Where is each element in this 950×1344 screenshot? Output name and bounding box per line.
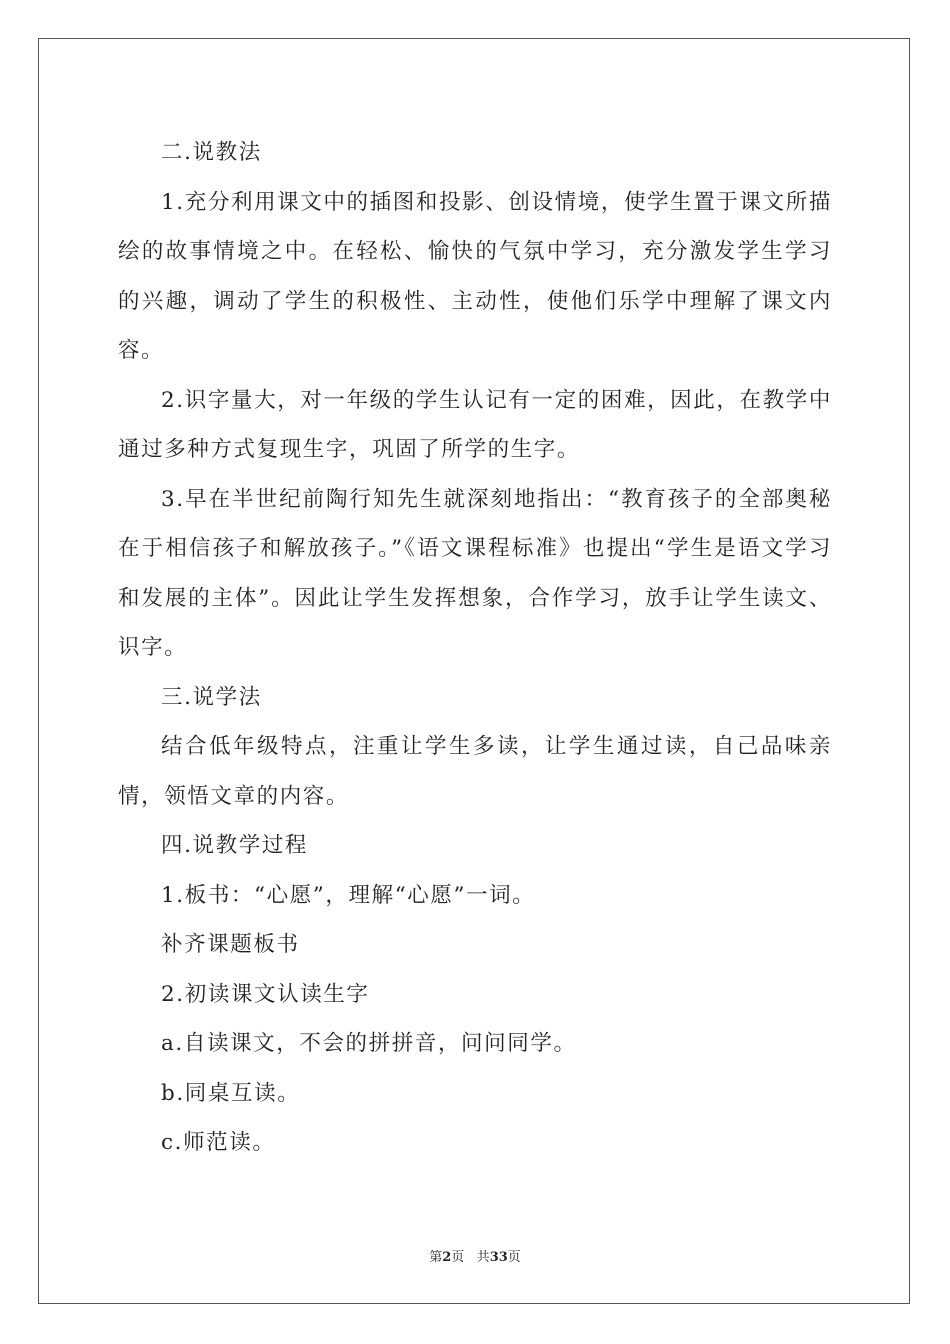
- page-suffix: 页: [451, 1250, 465, 1265]
- total-prefix: 共: [476, 1250, 490, 1265]
- paragraph: 结合低年级特点，注重让学生多读，让学生通过读，自己品味亲情，领悟文章的内容。: [118, 734, 832, 809]
- paragraph: 3.早在半世纪前陶行知先生就深刻地指出：“教育孩子的全部奥秘在于相信孩子和解放孩子。”《语文课程标准》也提出“学生是语文学习和发展的主体”。因此让学生发挥想象，合作学习，放手让学生读文、识字。: [118, 486, 832, 660]
- page-footer: [0, 1246, 950, 1265]
- heading-teaching-process: 四.说教学过程: [161, 833, 309, 858]
- heading-learning-method: 三.说学法: [161, 684, 262, 710]
- page-number: 2: [442, 1250, 452, 1265]
- list-item: 2.初读课文认读生字: [161, 981, 370, 1007]
- paragraph: 1.充分利用课文中的插图和投影、创设情境，使学生置于课文所描绘的故事情境之中。在轻松、愉快的气氛中学习，充分激发学生学习的兴趣，调动了学生的积极性、主动性，使他们乐学中理解了课文内容。: [118, 189, 832, 363]
- list-item: 补齐课题板书: [161, 932, 300, 957]
- list-item: b.同桌互读。: [161, 1080, 301, 1106]
- list-item: 1.板书：“心愿”，理解“心愿”一词。: [161, 882, 536, 908]
- total-suffix: 页: [507, 1250, 521, 1265]
- document-body: [118, 128, 832, 1168]
- list-item: a.自读课文，不会的拼拼音，问问同学。: [161, 1031, 577, 1056]
- list-item: c.师范读。: [161, 1130, 276, 1155]
- paragraph: 2.识字量大，对一年级的学生认记有一定的困难，因此，在教学中通过多种方式复现生字，巩固了所学的生字。: [118, 387, 832, 462]
- page-prefix: 第: [429, 1250, 443, 1265]
- total-pages: 33: [489, 1250, 508, 1265]
- heading-teaching-method: 二.说教法: [161, 140, 262, 165]
